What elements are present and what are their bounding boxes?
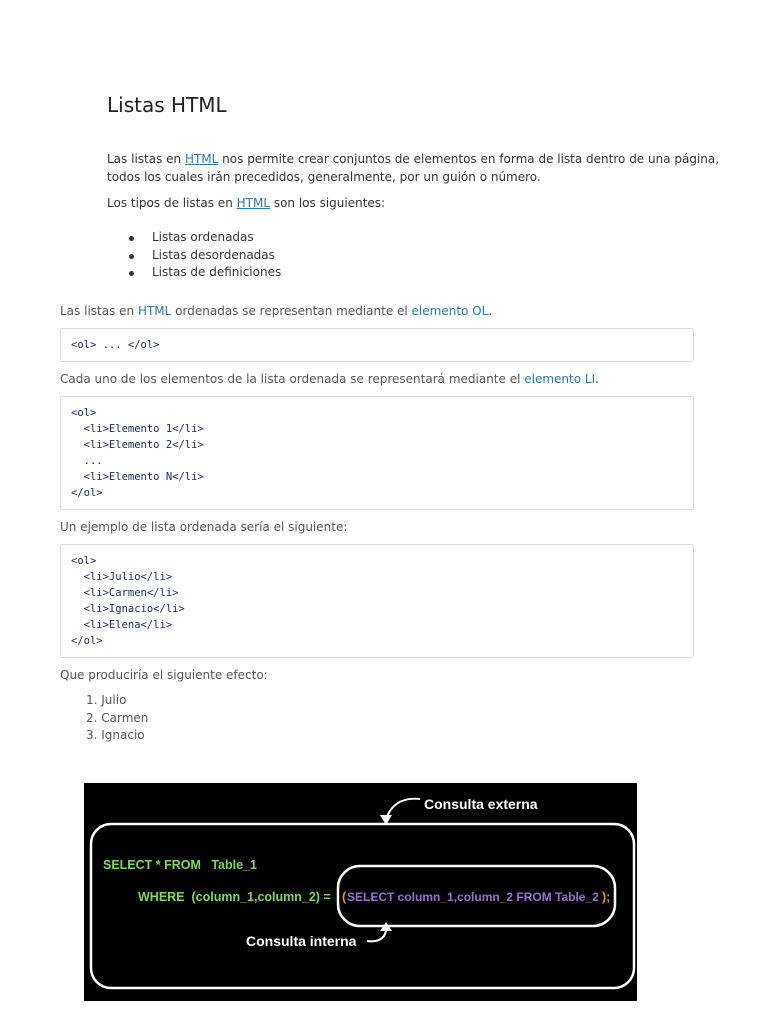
li-intro-text-b: . — [595, 372, 599, 386]
rendered-ordered-list — [86, 692, 148, 745]
list-item: 2. Carmen — [86, 710, 149, 725]
ol-intro-paragraph — [60, 303, 492, 319]
ol-intro-text-c: . — [488, 304, 493, 318]
list-item: 3. Ignacio — [86, 728, 145, 742]
code-line: <li>Julio</li> — [71, 571, 173, 583]
list-types — [128, 229, 281, 282]
types-paragraph — [107, 194, 385, 212]
code-block-li — [60, 396, 694, 510]
code-line: <ol> ... </ol> — [71, 339, 160, 351]
label-inner: Consulta interna — [246, 933, 357, 949]
code-block-ol — [60, 328, 694, 362]
list-item: Listas ordenadas — [128, 229, 281, 247]
code-line: <ol> — [71, 407, 97, 419]
list-item: Listas desordenadas — [128, 247, 281, 265]
sql-subquery-close-paren: ); — [602, 890, 611, 904]
intro-text-a: Las listas en — [107, 152, 185, 166]
types-text-a: Los tipos de listas en — [107, 196, 237, 210]
html-link[interactable]: HTML — [184, 152, 219, 166]
example-intro: Un ejemplo de lista ordenada sería el siguiente: — [60, 520, 348, 534]
code-line: </ol> — [71, 487, 103, 499]
elemento-li-link[interactable]: elemento LI — [524, 372, 596, 386]
sql-outer-line1: SELECT * FROM Table_1 — [103, 858, 257, 872]
li-intro-text-a: Cada uno de los elementos de la lista ordenada se representará mediante el — [60, 372, 525, 386]
intro-paragraph — [107, 150, 719, 186]
code-line: <li>Elemento 2</li> — [71, 439, 204, 451]
ol-intro-text-a: Las listas en — [60, 304, 138, 318]
code-line: <li>Elemento 1</li> — [71, 423, 204, 435]
intro-text-line2: todos los cuales irán precedidos, generalmente, por un guión o número. — [107, 170, 541, 184]
sql-subquery-body: SELECT column_1,column_2 FROM Table_2 — [347, 890, 599, 904]
code-line: <li>Elemento N</li> — [71, 471, 204, 483]
types-text-b: son los siguientes: — [270, 196, 386, 210]
label-outer: Consulta externa — [424, 796, 538, 812]
code-line: </ol> — [71, 635, 103, 647]
code-line: ... — [71, 455, 103, 467]
page-title: Listas HTML — [107, 93, 227, 117]
list-item: Listas de definiciones — [128, 264, 281, 282]
ol-intro-text-b: ordenadas se representan mediante el — [171, 304, 412, 318]
subquery-diagram — [84, 783, 637, 1001]
effect-intro: Que produciría el siguiente efecto: — [60, 668, 268, 682]
code-block-example — [60, 544, 694, 658]
subquery-diagram-svg — [84, 783, 637, 1001]
html-link[interactable]: HTML — [137, 304, 172, 318]
html-link[interactable]: HTML — [236, 196, 271, 210]
code-line: <li>Ignacio</li> — [71, 603, 185, 615]
code-line: <li>Elena</li> — [71, 619, 173, 631]
sql-subquery-open-paren: ( — [342, 890, 347, 904]
outer-query-outline — [91, 824, 634, 988]
code-line: <li>Carmen</li> — [71, 587, 179, 599]
li-intro-paragraph — [60, 371, 599, 387]
intro-text-b: nos permite crear conjuntos de elementos en forma de lista dentro de una página, — [218, 152, 720, 166]
elemento-ol-link[interactable]: elemento OL — [411, 304, 489, 318]
code-line: <ol> — [71, 555, 97, 567]
sql-outer-line2: WHERE (column_1,column_2) = — [138, 890, 331, 904]
list-item: 1. Julio — [86, 693, 127, 707]
